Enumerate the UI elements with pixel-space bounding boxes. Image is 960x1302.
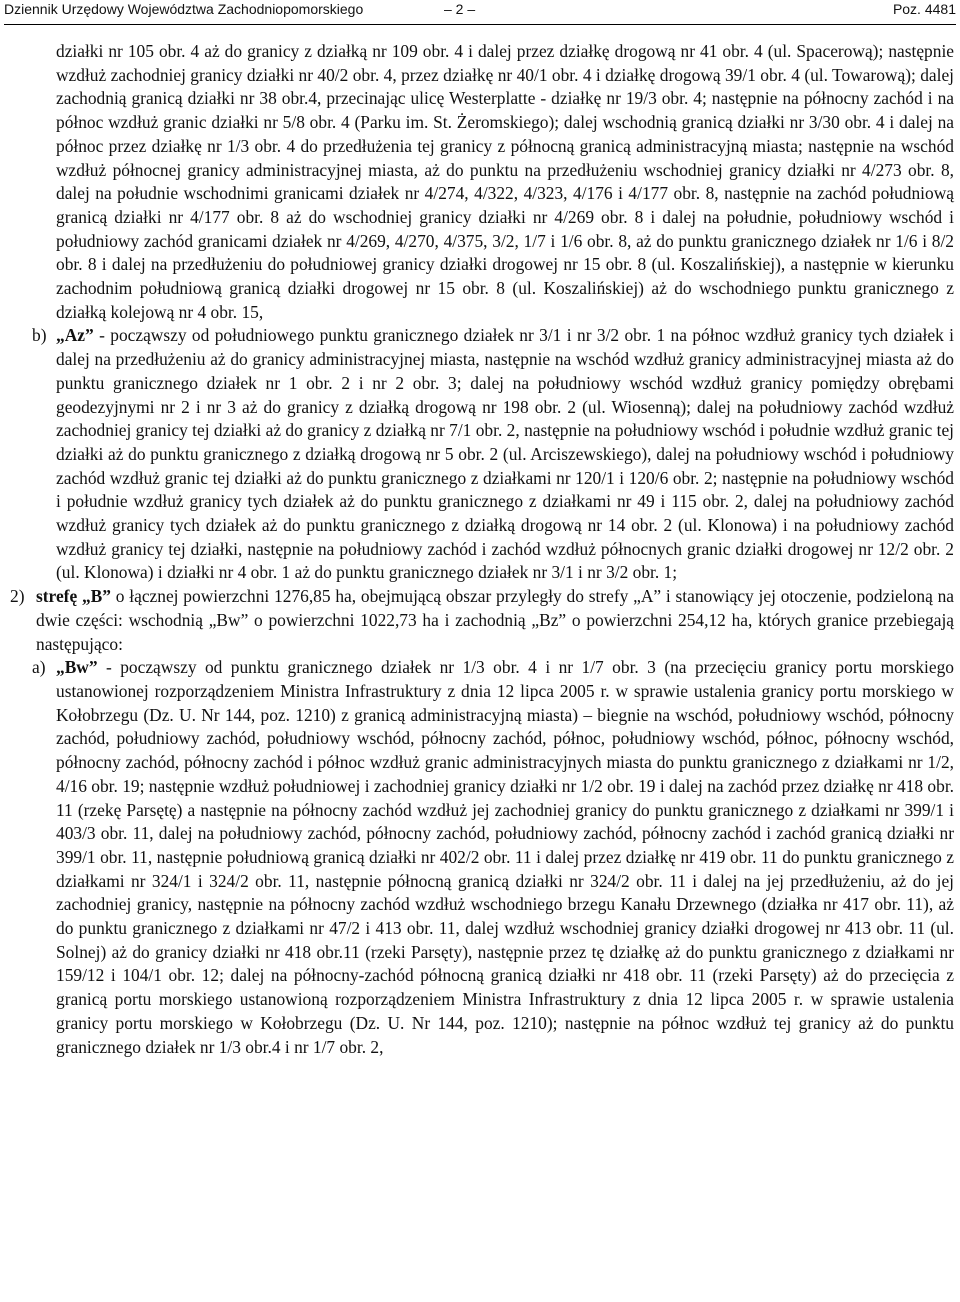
item-b-name: „Az” [56, 325, 94, 346]
item-2-label: 2) [10, 586, 25, 607]
item-2-text: o łącznej powierzchni 1276,85 ha, obejmującą obszar przyległy do strefy „A” i stanowiący jej otoczenie, podzieloną na dwie części: wschodnią „Bw” o powierzchni 1022,73 ha i zachodnią „Bz” o powierzchni 254,12 ha, których granice przebiegają następująco: [36, 586, 954, 654]
page-header [4, 0, 956, 25]
item-a-text: - począwszy od punktu granicznego działek nr 1/3 obr. 4 i nr 1/7 obr. 3 (na przecięciu granicy portu morskiego ustanowionej rozporządzeniem Ministra Infrastruktury z dnia 12 lipca 2005 r. w sprawie ustalenia granicy portu morskiego w Kołobrzegu (Dz. U. Nr 144, poz. 1210) z granicą administracyjną miasta) – biegnie na wschód, południowy wschód, północny zachód, południowy zachód, południowy wschód, północny zachód, północ, południowy wschód, północ, północny wschód, północny zachód, północny zachód i północ wzdłuż granic administracyjnych miasta do punktu granicznego z działkami nr 1/2, 4/16 obr. 19; następnie wzdłuż południowej i zachodniej granicy działki nr 1/2 obr. 19 i dalej na zachód przez działkę nr 418 obr. 11 (rzekę Parsętę) a następnie na północny zachód wzdłuż jej zachodniej granicy do punktu granicznego z działkami nr 399/1 i 403/3 obr. 11, dalej na południowy zachód, północny zachód, południowy zachód, północny zachód i zachód granicą działki nr 399/1 obr. 11, następnie południową granicą działki nr 402/2 obr. 11 i dalej przez działkę nr 419 obr. 11 do punktu granicznego z działkami nr 324/1 i 324/2 obr. 11, następnie północną granicą działki nr 324/2 obr. 11 i dalej na jej przedłużeniu, aż do jej zachodniej granicy, następnie na północny zachód wzdłuż wschodniego brzegu Kanału Drzewnego (działka nr 417 obr. 11), aż do punktu granicznego z działkami nr 47/2 i 413 obr. 11, dalej wzdłuż wschodniej granicy działki drogowej nr 413 obr. 11 (ul. Solnej) aż do granicy działki nr 418 obr.11 (rzeki Parsęty), następnie przez tę działkę aż do punktu granicznego z działkami nr 159/12 i 104/1 obr. 12; dalej na północny-zachód północną granicą działki nr 418 obr. 11 (rzeki Parsęty) aż do przecięcia z granicą portu morskiego ustanowioną rozporządzeniem Ministra Infrastruktury z dnia 12 lipca 2005 r. w sprawie ustalenia granicy portu morskiego w Kołobrzegu (Dz. U. Nr 144, poz. 1210); następnie na północ wzdłuż tej granicy aż do punktu granicznego działek nr 1/3 obr.4 i nr 1/7 obr. 2, [56, 657, 954, 1057]
journal-title: Dziennik Urzędowy Województwa Zachodniopomorskiego [4, 1, 364, 17]
item-b [32, 324, 954, 585]
position-number: Poz. 4481 [892, 1, 956, 17]
document-body [10, 40, 954, 1059]
item-a-name: „Bw” [56, 657, 98, 678]
item-a-label: a) [32, 657, 46, 678]
paragraph-continuation: działki nr 105 obr. 4 aż do granicy z działką nr 109 obr. 4 i dalej przez działkę drogową nr 41 obr. 4 (ul. Spacerową); następnie wzdłuż zachodniej granicy działki nr 40/2 obr. 4, przez działkę nr 40/1 obr. 4 i działkę drogową 39/1 obr. 4 (ul. Towarową); dalej zachodnią granicą działki nr 38 obr.4, przecinając ulicę Westerplatte - działkę nr 19/3 obr. 4; następnie na północny zachód i na północ wzdłuż granic działki nr 5/8 obr. 4 (Parku im. St. Żeromskiego); dalej wschodnią granicą działki nr 3/30 obr. 4 i dalej na północ przez działkę nr 1/3 obr. 4 do przedłużenia tej granicy z północną granicą administracyjną miasta; następnie na wschód wzdłuż północnej granicy administracyjnej miasta, aż do punktu na przedłużeniu wschodniej granicy działki nr 4/273 obr. 8, dalej na południe wschodnimi granicami działek nr 4/274, 4/322, 4/323, 4/176 i 4/177 obr. 8, następnie na zachód południową granicą działki nr 4/177 obr. 8 aż do wschodniej granicy działki nr 4/269 obr. 8 i dalej na południe, południowy wschód i południowy zachód granicami działek nr 4/269, 4/270, 4/375, 3/2, 1/7 i 1/6 obr. 8, aż do punktu granicznego działek nr 1/6 i 8/2 obr. 8 i dalej na przedłużeniu do południowej granicy działki drogowej nr 15 obr. 8 (ul. Koszalińskiej), a następnie w kierunku zachodnim południową granicą działki drogowej nr 15 obr. 8 (ul. Koszalińskiej) aż do wschodniego punktu granicznego z działką kolejową nr 4 obr. 15, [56, 41, 954, 322]
item-2 [10, 585, 954, 656]
item-a [32, 656, 954, 1059]
item-b-text: - począwszy od południowego punktu granicznego działek nr 3/1 i nr 3/2 obr. 1 na północ wzdłuż granicy tych działek i dalej na przedłużeniu aż do granicy administracyjnej miasta, następnie na wschód wzdłuż granicy administracyjnej miasta aż do punktu granicznego działek nr 1 obr. 2 i nr 2 obr. 3; dalej na południowy wschód wzdłuż granicy pomiędzy obrębami geodezyjnymi nr 2 i nr 3 aż do granicy z działką drogową nr 198 obr. 2 (ul. Wiosenną); dalej na południowy zachód wzdłuż zachodniej granicy tej działki aż do granicy z działką nr 7/1 obr. 2, następnie na południowy wschód i południe wzdłuż granic tej działki aż do punktu granicznego z działką drogową nr 5 obr. 2 (ul. Arciszewskiego), dalej na południowy wschód i południowy zachód wzdłuż granic tej działki aż do punktu granicznego z działkami nr 120/1 i 120/6 obr. 2; następnie na południowy wschód i południe wzdłuż granicy tych działek aż do punktu granicznego z działkami nr 49 i 115 obr. 2, dalej na południowy zachód wzdłuż granicy tych działek aż do punktu granicznego z działką drogową nr 14 obr. 2 (ul. Klonowa) i na południowy zachód wzdłuż granicy tej działki, następnie na południowy zachód i zachód wzdłuż północnych granic działki drogowej nr 12/2 obr. 2 (ul. Klonowa) i działki nr 4 obr. 1 aż do punktu granicznego działek nr 3/1 i nr 3/2 obr. 1; [56, 325, 954, 583]
item-2-lead: strefę „B” [36, 586, 111, 607]
item-b-label: b) [32, 325, 47, 346]
page-number: – 2 – [444, 1, 476, 17]
